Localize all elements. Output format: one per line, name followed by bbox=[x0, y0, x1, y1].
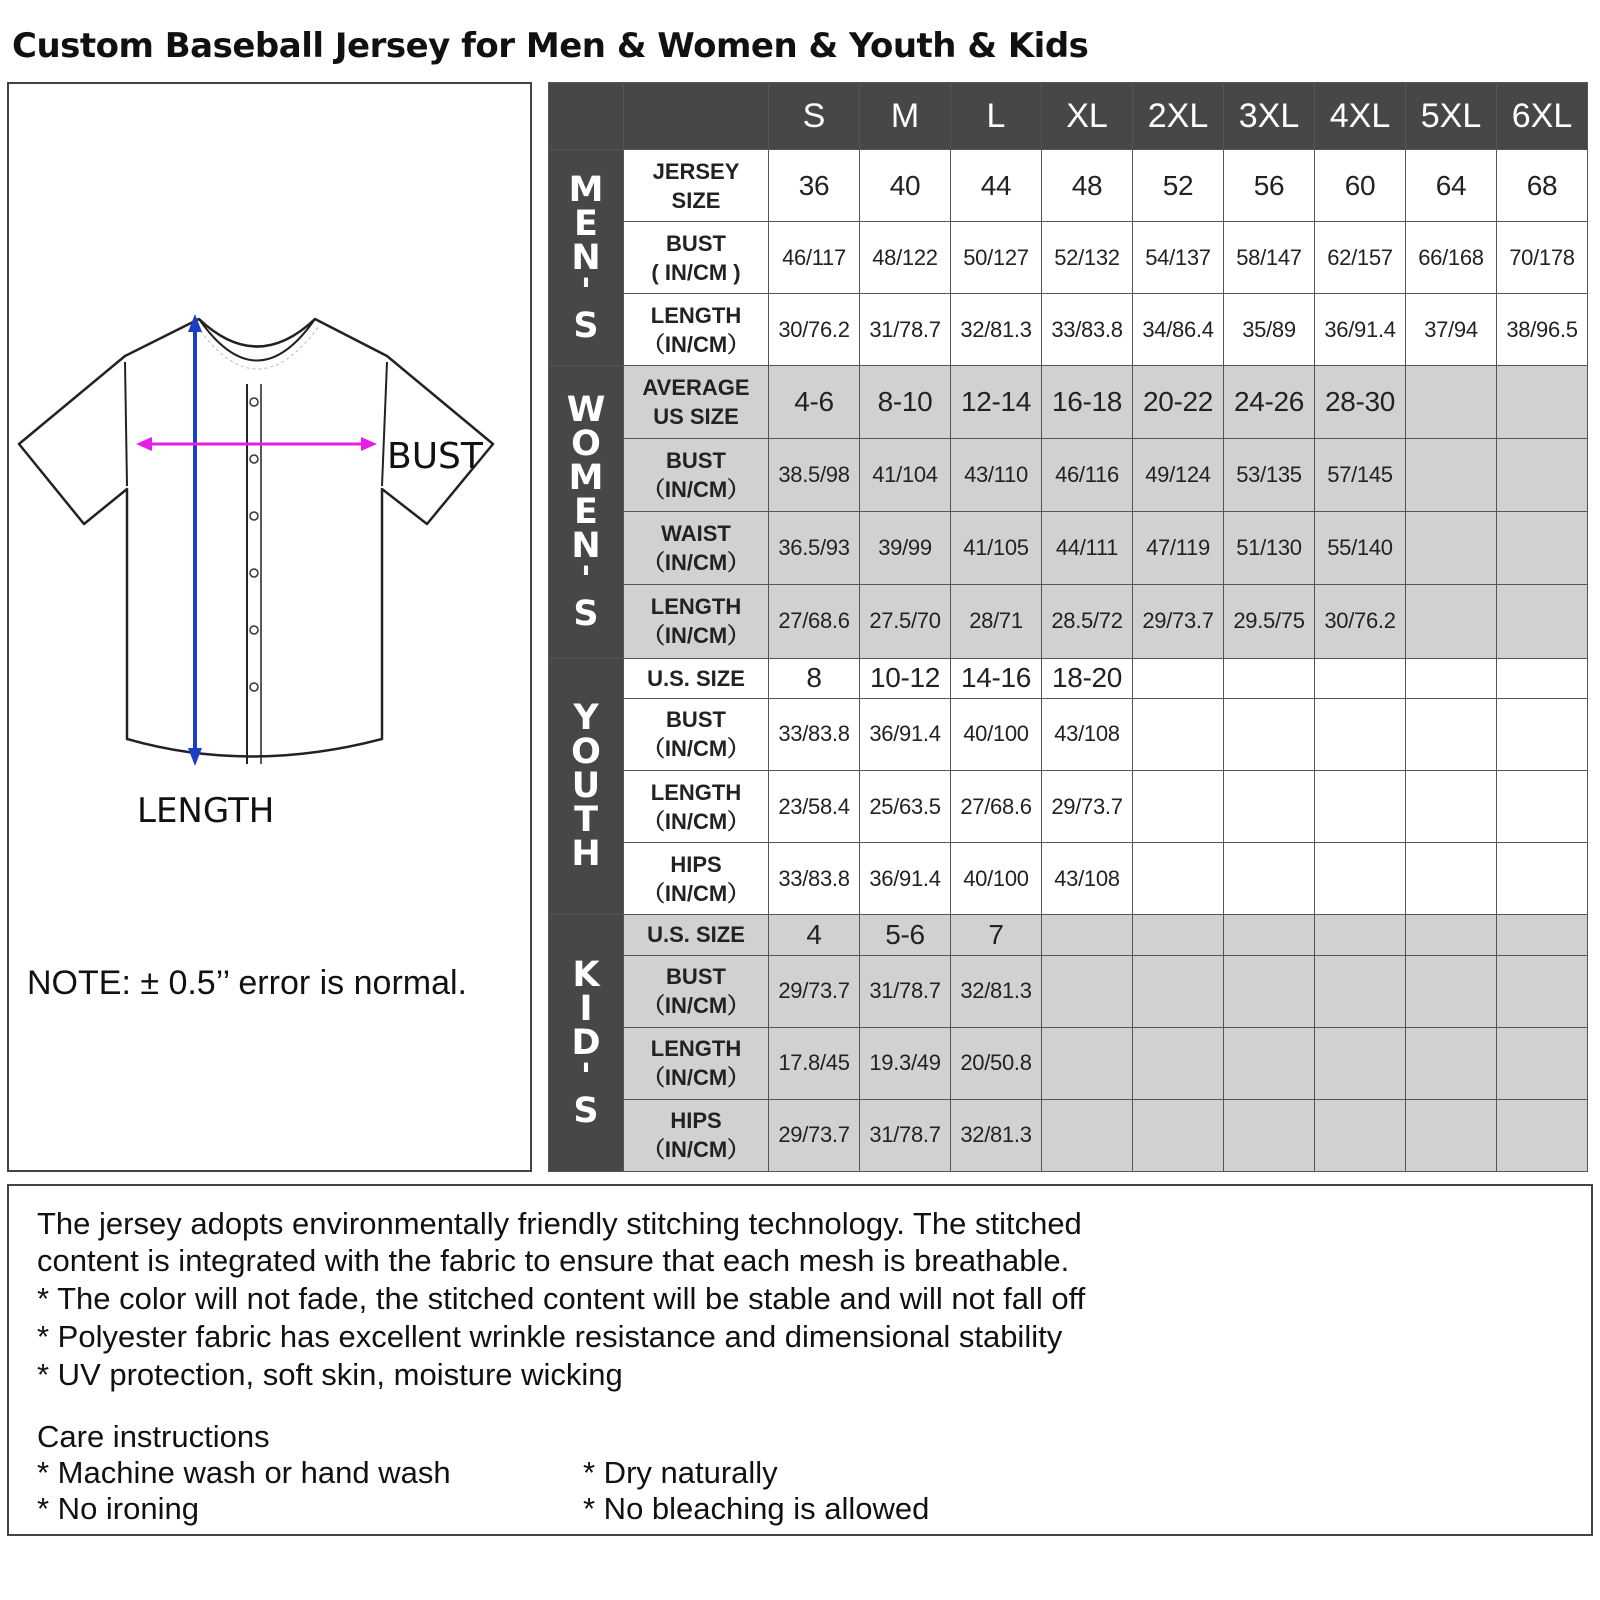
table-cell: 52 bbox=[1133, 150, 1224, 222]
table-cell: 17.8/45 bbox=[769, 1027, 860, 1099]
table-row bbox=[549, 698, 1588, 770]
table-cell: 34/86.4 bbox=[1133, 294, 1224, 366]
table-cell: 28.5/72 bbox=[1042, 585, 1133, 658]
table-cell: 32/81.3 bbox=[951, 1099, 1042, 1171]
table-cell: 12-14 bbox=[951, 366, 1042, 439]
corner-cell bbox=[624, 83, 769, 150]
table-cell bbox=[1406, 770, 1497, 842]
table-row bbox=[549, 843, 1588, 915]
group-label: Y O U T H bbox=[549, 658, 624, 915]
table-cell bbox=[1133, 955, 1224, 1027]
table-row bbox=[549, 222, 1588, 294]
table-cell: 29.5/75 bbox=[1224, 585, 1315, 658]
table-cell bbox=[1497, 1099, 1588, 1171]
table-cell bbox=[1497, 698, 1588, 770]
table-cell: 57/145 bbox=[1315, 439, 1406, 512]
size-header-3xl: 3XL bbox=[1224, 83, 1315, 150]
table-cell: 27/68.6 bbox=[951, 770, 1042, 842]
table-row bbox=[549, 150, 1588, 222]
group-label: K I D ' S bbox=[549, 915, 624, 1172]
table-cell: 25/63.5 bbox=[860, 770, 951, 842]
care-title: Care instructions bbox=[37, 1419, 270, 1454]
table-cell: 55/140 bbox=[1315, 512, 1406, 585]
table-cell bbox=[1224, 1099, 1315, 1171]
table-cell bbox=[1224, 1027, 1315, 1099]
size-chart-table bbox=[548, 82, 1588, 1172]
table-cell bbox=[1497, 1027, 1588, 1099]
table-cell bbox=[1133, 915, 1224, 955]
table-cell: 53/135 bbox=[1224, 439, 1315, 512]
row-label: BUST （IN/CM） bbox=[624, 698, 769, 770]
table-cell: 58/147 bbox=[1224, 222, 1315, 294]
table-row bbox=[549, 366, 1588, 439]
table-cell: 14-16 bbox=[951, 658, 1042, 698]
size-header-5xl: 5XL bbox=[1406, 83, 1497, 150]
row-label: LENGTH （IN/CM） bbox=[624, 294, 769, 366]
table-cell bbox=[1042, 955, 1133, 1027]
table-cell: 8 bbox=[769, 658, 860, 698]
table-cell: 38.5/98 bbox=[769, 439, 860, 512]
table-cell bbox=[1042, 915, 1133, 955]
page-title: Custom Baseball Jersey for Men & Women & Youth & Kids bbox=[12, 26, 1089, 66]
table-cell bbox=[1133, 658, 1224, 698]
table-cell bbox=[1133, 698, 1224, 770]
table-cell bbox=[1497, 843, 1588, 915]
table-row bbox=[549, 1099, 1588, 1171]
table-cell: 41/105 bbox=[951, 512, 1042, 585]
table-cell: 38/96.5 bbox=[1497, 294, 1588, 366]
error-note: NOTE: ± 0.5’’ error is normal. bbox=[27, 964, 467, 1002]
row-label: BUST ( IN/CM ) bbox=[624, 222, 769, 294]
table-cell: 27/68.6 bbox=[769, 585, 860, 658]
table-cell: 43/108 bbox=[1042, 698, 1133, 770]
table-cell: 36 bbox=[769, 150, 860, 222]
size-header-xl: XL bbox=[1042, 83, 1133, 150]
size-header-6xl: 6XL bbox=[1497, 83, 1588, 150]
row-label: AVERAGE US SIZE bbox=[624, 366, 769, 439]
table-cell bbox=[1224, 658, 1315, 698]
table-cell: 16-18 bbox=[1042, 366, 1133, 439]
row-label: HIPS （IN/CM） bbox=[624, 1099, 769, 1171]
table-cell: 48 bbox=[1042, 150, 1133, 222]
table-cell: 29/73.7 bbox=[769, 1099, 860, 1171]
row-label: LENGTH （IN/CM） bbox=[624, 1027, 769, 1099]
table-cell bbox=[1133, 1027, 1224, 1099]
table-cell bbox=[1406, 512, 1497, 585]
table-cell bbox=[1497, 658, 1588, 698]
table-cell: 44/111 bbox=[1042, 512, 1133, 585]
table-cell: 68 bbox=[1497, 150, 1588, 222]
table-cell bbox=[1315, 1027, 1406, 1099]
table-cell: 29/73.7 bbox=[1042, 770, 1133, 842]
care-item: * No bleaching is allowed bbox=[583, 1491, 930, 1526]
table-cell: 28-30 bbox=[1315, 366, 1406, 439]
table-row bbox=[549, 658, 1588, 698]
size-header-4xl: 4XL bbox=[1315, 83, 1406, 150]
table-row bbox=[549, 1027, 1588, 1099]
table-cell bbox=[1315, 843, 1406, 915]
table-cell bbox=[1315, 955, 1406, 1027]
table-cell: 23/58.4 bbox=[769, 770, 860, 842]
table-cell: 31/78.7 bbox=[860, 1099, 951, 1171]
table-cell bbox=[1497, 512, 1588, 585]
size-header-row bbox=[549, 83, 1588, 150]
table-cell: 36/91.4 bbox=[860, 843, 951, 915]
table-cell: 27.5/70 bbox=[860, 585, 951, 658]
table-cell bbox=[1406, 366, 1497, 439]
table-cell: 48/122 bbox=[860, 222, 951, 294]
table-cell: 29/73.7 bbox=[1133, 585, 1224, 658]
table-cell: 54/137 bbox=[1133, 222, 1224, 294]
table-cell: 24-26 bbox=[1224, 366, 1315, 439]
table-cell: 35/89 bbox=[1224, 294, 1315, 366]
table-cell bbox=[1224, 698, 1315, 770]
table-cell: 30/76.2 bbox=[1315, 585, 1406, 658]
info-line: * Polyester fabric has excellent wrinkle resistance and dimensional stability bbox=[37, 1319, 1063, 1354]
table-cell bbox=[1224, 955, 1315, 1027]
table-row bbox=[549, 585, 1588, 658]
table-cell: 43/110 bbox=[951, 439, 1042, 512]
table-cell: 32/81.3 bbox=[951, 294, 1042, 366]
table-cell: 46/117 bbox=[769, 222, 860, 294]
table-cell bbox=[1315, 1099, 1406, 1171]
table-cell: 49/124 bbox=[1133, 439, 1224, 512]
table-cell: 30/76.2 bbox=[769, 294, 860, 366]
table-cell: 64 bbox=[1406, 150, 1497, 222]
table-cell bbox=[1224, 770, 1315, 842]
table-cell bbox=[1497, 366, 1588, 439]
table-cell bbox=[1497, 770, 1588, 842]
length-label: LENGTH bbox=[137, 791, 275, 831]
table-cell bbox=[1497, 915, 1588, 955]
table-cell: 60 bbox=[1315, 150, 1406, 222]
table-cell: 52/132 bbox=[1042, 222, 1133, 294]
table-cell bbox=[1133, 770, 1224, 842]
table-cell: 20-22 bbox=[1133, 366, 1224, 439]
care-item: * Machine wash or hand wash bbox=[37, 1455, 451, 1490]
table-cell bbox=[1406, 1099, 1497, 1171]
row-label: BUST （IN/CM） bbox=[624, 955, 769, 1027]
info-line: * The color will not fade, the stitched content will be stable and will not fall off bbox=[37, 1281, 1086, 1316]
table-cell bbox=[1497, 585, 1588, 658]
care-item: * Dry naturally bbox=[583, 1455, 778, 1490]
table-cell bbox=[1042, 1099, 1133, 1171]
table-cell: 40/100 bbox=[951, 698, 1042, 770]
table-cell: 36/91.4 bbox=[860, 698, 951, 770]
table-row bbox=[549, 770, 1588, 842]
table-cell: 33/83.8 bbox=[769, 843, 860, 915]
info-line: content is integrated with the fabric to ensure that each mesh is breathable. bbox=[37, 1243, 1070, 1278]
care-item: * No ironing bbox=[37, 1491, 199, 1526]
table-row bbox=[549, 439, 1588, 512]
table-cell: 4 bbox=[769, 915, 860, 955]
table-cell: 47/119 bbox=[1133, 512, 1224, 585]
table-cell: 4-6 bbox=[769, 366, 860, 439]
table-cell bbox=[1224, 915, 1315, 955]
size-header-l: L bbox=[951, 83, 1042, 150]
table-cell: 62/157 bbox=[1315, 222, 1406, 294]
info-panel bbox=[7, 1184, 1593, 1536]
table-cell bbox=[1406, 955, 1497, 1027]
table-cell bbox=[1406, 915, 1497, 955]
table-cell: 5-6 bbox=[860, 915, 951, 955]
row-label: U.S. SIZE bbox=[624, 658, 769, 698]
table-cell bbox=[1315, 770, 1406, 842]
table-cell bbox=[1406, 585, 1497, 658]
group-label: W O M E N ' S bbox=[549, 366, 624, 658]
table-cell bbox=[1042, 1027, 1133, 1099]
table-cell bbox=[1315, 658, 1406, 698]
table-cell: 66/168 bbox=[1406, 222, 1497, 294]
row-label: WAIST （IN/CM） bbox=[624, 512, 769, 585]
row-label: BUST （IN/CM） bbox=[624, 439, 769, 512]
table-cell: 40/100 bbox=[951, 843, 1042, 915]
table-cell bbox=[1406, 658, 1497, 698]
table-cell: 28/71 bbox=[951, 585, 1042, 658]
jersey-diagram-panel bbox=[7, 82, 532, 1172]
table-cell: 70/178 bbox=[1497, 222, 1588, 294]
table-cell: 33/83.8 bbox=[1042, 294, 1133, 366]
table-cell bbox=[1315, 915, 1406, 955]
table-cell: 51/130 bbox=[1224, 512, 1315, 585]
table-cell: 33/83.8 bbox=[769, 698, 860, 770]
table-cell: 20/50.8 bbox=[951, 1027, 1042, 1099]
table-row bbox=[549, 512, 1588, 585]
table-row bbox=[549, 294, 1588, 366]
table-cell: 36/91.4 bbox=[1315, 294, 1406, 366]
table-cell: 56 bbox=[1224, 150, 1315, 222]
table-cell: 44 bbox=[951, 150, 1042, 222]
table-cell bbox=[1406, 439, 1497, 512]
table-cell: 46/116 bbox=[1042, 439, 1133, 512]
table-row bbox=[549, 955, 1588, 1027]
table-cell bbox=[1406, 698, 1497, 770]
table-cell: 7 bbox=[951, 915, 1042, 955]
table-cell: 37/94 bbox=[1406, 294, 1497, 366]
table-cell bbox=[1406, 1027, 1497, 1099]
table-cell: 39/99 bbox=[860, 512, 951, 585]
table-cell: 8-10 bbox=[860, 366, 951, 439]
row-label: HIPS （IN/CM） bbox=[624, 843, 769, 915]
table-cell bbox=[1497, 955, 1588, 1027]
table-cell: 32/81.3 bbox=[951, 955, 1042, 1027]
row-label: LENGTH （IN/CM） bbox=[624, 585, 769, 658]
jersey-outline-icon bbox=[9, 84, 530, 1170]
table-cell: 40 bbox=[860, 150, 951, 222]
table-row bbox=[549, 915, 1588, 955]
table-cell: 29/73.7 bbox=[769, 955, 860, 1027]
row-label: JERSEY SIZE bbox=[624, 150, 769, 222]
row-label: U.S. SIZE bbox=[624, 915, 769, 955]
bust-label: BUST bbox=[387, 436, 483, 477]
info-line: The jersey adopts environmentally friendly stitching technology. The stitched bbox=[37, 1206, 1082, 1241]
row-label: LENGTH （IN/CM） bbox=[624, 770, 769, 842]
size-header-m: M bbox=[860, 83, 951, 150]
table-cell bbox=[1224, 843, 1315, 915]
table-cell: 18-20 bbox=[1042, 658, 1133, 698]
table-cell bbox=[1406, 843, 1497, 915]
table-cell: 31/78.7 bbox=[860, 955, 951, 1027]
size-header-s: S bbox=[769, 83, 860, 150]
table-cell: 19.3/49 bbox=[860, 1027, 951, 1099]
table-cell: 31/78.7 bbox=[860, 294, 951, 366]
table-cell bbox=[1133, 1099, 1224, 1171]
table-cell bbox=[1315, 698, 1406, 770]
table-cell: 43/108 bbox=[1042, 843, 1133, 915]
group-label: M E N ' S bbox=[549, 150, 624, 366]
size-header-2xl: 2XL bbox=[1133, 83, 1224, 150]
table-cell: 50/127 bbox=[951, 222, 1042, 294]
corner-cell bbox=[549, 83, 624, 150]
table-cell: 10-12 bbox=[860, 658, 951, 698]
table-cell bbox=[1497, 439, 1588, 512]
table-cell bbox=[1133, 843, 1224, 915]
info-line: * UV protection, soft skin, moisture wicking bbox=[37, 1357, 623, 1392]
table-cell: 36.5/93 bbox=[769, 512, 860, 585]
table-cell: 41/104 bbox=[860, 439, 951, 512]
